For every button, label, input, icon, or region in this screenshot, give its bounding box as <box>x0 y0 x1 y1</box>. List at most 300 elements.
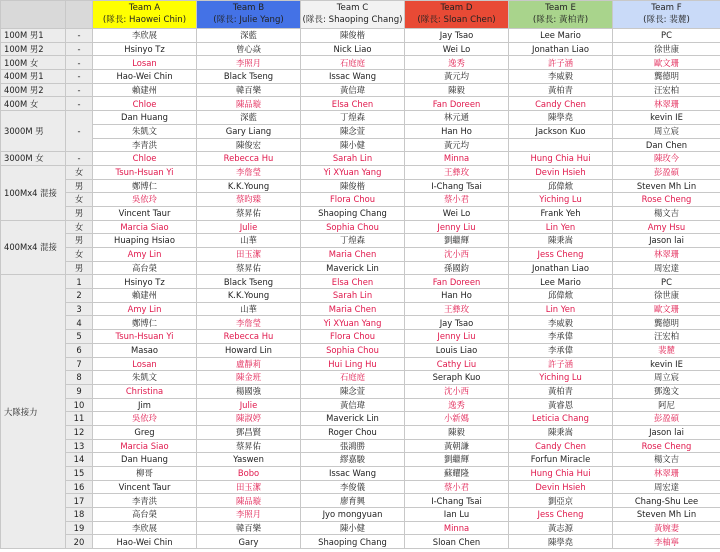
table-row <box>1 412 720 426</box>
runner-cell: kevin IE <box>613 357 720 371</box>
sub-label: - <box>66 97 93 111</box>
table-row <box>1 165 720 179</box>
runner-cell: Black Tseng <box>197 275 301 289</box>
runner-cell: 歐文珊 <box>613 56 720 70</box>
table-row <box>1 248 720 262</box>
runner-cell: 周宏達 <box>613 261 720 275</box>
runner-cell <box>509 138 613 152</box>
runner-cell: Fan Doreen <box>405 275 509 289</box>
runner-cell: Chang-Shu Lee <box>613 494 720 508</box>
table-row <box>1 206 720 220</box>
runner-cell: 高台榮 <box>93 508 197 522</box>
runner-cell: Seraph Kuo <box>405 371 509 385</box>
team-captain: (隊長: 裴麓) <box>643 14 690 25</box>
table-row <box>1 179 720 193</box>
runner-cell: Jackson Kuo <box>509 124 613 138</box>
table-row <box>1 83 720 97</box>
table-row <box>1 425 720 439</box>
runner-cell: Maria Chen <box>301 248 405 262</box>
runner-cell: Rose Cheng <box>613 193 720 207</box>
runner-cell: 陳品璇 <box>197 97 301 111</box>
runner-cell: Hui Ling Hu <box>301 357 405 371</box>
sub-label: 20 <box>66 535 93 549</box>
sub-label: 7 <box>66 357 93 371</box>
runner-cell: 黃朝謙 <box>405 439 509 453</box>
sub-label: 男 <box>66 261 93 275</box>
runner-cell: 田玉潔 <box>197 480 301 494</box>
event-label: 100Mx4 混接 <box>1 165 66 220</box>
runner-cell: 徐世康 <box>613 289 720 303</box>
table-row <box>1 521 720 535</box>
table-row <box>1 316 720 330</box>
sub-label: 女 <box>66 193 93 207</box>
runner-cell: Wei Lo <box>405 206 509 220</box>
team-e-header <box>509 1 613 29</box>
table-body <box>1 1 720 549</box>
runner-cell: Marcia Siao <box>93 220 197 234</box>
runner-cell: Amy Lin <box>93 248 197 262</box>
table-row <box>1 220 720 234</box>
runner-cell: K.K.Young <box>197 179 301 193</box>
table-row <box>1 275 720 289</box>
sub-label: - <box>66 70 93 84</box>
runner-cell: Amy Hsu <box>613 220 720 234</box>
runner-cell: 蔡昇佑 <box>197 261 301 275</box>
event-label: 400M 女 <box>1 97 66 111</box>
table-row <box>1 508 720 522</box>
runner-cell: 蘇耀隆 <box>405 467 509 481</box>
runner-cell: Sophia Chou <box>301 343 405 357</box>
event-label: 3000M 男 <box>1 111 66 152</box>
runner-cell: 林翠珊 <box>613 467 720 481</box>
runner-cell: 繆嘉駿 <box>301 453 405 467</box>
runner-cell: 黃婉妻 <box>613 521 720 535</box>
runner-cell: Jason lai <box>613 425 720 439</box>
runner-cell: Steven Mh Lin <box>613 179 720 193</box>
runner-cell: 蔡昇佑 <box>197 206 301 220</box>
runner-cell: 林翠珊 <box>613 97 720 111</box>
runner-cell: 周宏達 <box>613 480 720 494</box>
table-row <box>1 261 720 275</box>
runner-cell: 龔德明 <box>613 70 720 84</box>
runner-cell: Tsun-Hsuan Yi <box>93 165 197 179</box>
runner-cell: 許子涵 <box>509 357 613 371</box>
runner-cell: Roger Chou <box>301 425 405 439</box>
header-corner-event <box>1 1 66 29</box>
table-row <box>1 494 720 508</box>
runner-cell: Minna <box>405 152 509 166</box>
runner-cell: 李柚寧 <box>613 535 720 549</box>
runner-cell: Steven Mh Lin <box>613 508 720 522</box>
runner-cell: Tsun-Hsuan Yi <box>93 330 197 344</box>
runner-cell: 蔡小君 <box>405 193 509 207</box>
runner-cell: Sophia Chou <box>301 220 405 234</box>
runner-cell: Yiching Lu <box>509 371 613 385</box>
table-row <box>1 343 720 357</box>
table-row <box>1 330 720 344</box>
sub-label: 女 <box>66 165 93 179</box>
sub-label: 6 <box>66 343 93 357</box>
runner-cell: 龔德明 <box>613 316 720 330</box>
runner-cell: 孫國鈞 <box>405 261 509 275</box>
runner-cell: 韓百樂 <box>197 83 301 97</box>
runner-cell: 李青洪 <box>93 138 197 152</box>
table-row <box>1 384 720 398</box>
runner-cell: 林元通 <box>405 111 509 125</box>
runner-cell: Vincent Taur <box>93 206 197 220</box>
runner-cell: 歐文珊 <box>613 302 720 316</box>
runner-cell: Christina <box>93 384 197 398</box>
sub-label: - <box>66 42 93 56</box>
header-row <box>1 1 720 29</box>
runner-cell: Chloe <box>93 152 197 166</box>
runner-cell: PC <box>613 29 720 43</box>
runner-cell: Rebecca Hu <box>197 330 301 344</box>
runner-cell: 邱偉焮 <box>509 179 613 193</box>
runner-cell: 丁煌森 <box>301 234 405 248</box>
runner-cell: 吳依玲 <box>93 193 197 207</box>
runner-cell: Maverick Lin <box>301 412 405 426</box>
table-row <box>1 152 720 166</box>
runner-cell: Julie <box>197 220 301 234</box>
runner-cell: 彭盈碩 <box>613 165 720 179</box>
runner-cell: Sarah Lin <box>301 289 405 303</box>
runner-cell: Gary <box>197 535 301 549</box>
event-label: 3000M 女 <box>1 152 66 166</box>
table-row <box>1 371 720 385</box>
sub-label: 18 <box>66 508 93 522</box>
runner-cell: 張鴻勝 <box>301 439 405 453</box>
team-name: Team D <box>440 3 473 14</box>
runner-cell: Louis Liao <box>405 343 509 357</box>
sub-label: 12 <box>66 425 93 439</box>
runner-cell: 陳秉嵩 <box>509 234 613 248</box>
runner-cell: Issac Wang <box>301 70 405 84</box>
runner-cell: Sloan Chen <box>405 535 509 549</box>
runner-cell: 汪宏柏 <box>613 330 720 344</box>
runner-cell: 高台榮 <box>93 261 197 275</box>
sub-label: 男 <box>66 234 93 248</box>
table-row <box>1 357 720 371</box>
runner-cell: 蔡昇佑 <box>197 439 301 453</box>
runner-cell: 蔡小君 <box>405 480 509 494</box>
runner-cell: 逸秀 <box>405 398 509 412</box>
runner-cell: 黃信瑋 <box>301 83 405 97</box>
table-row <box>1 453 720 467</box>
runner-cell: Black Tseng <box>197 70 301 84</box>
runner-cell: 楊文吉 <box>613 453 720 467</box>
runner-cell: 盧靜莉 <box>197 357 301 371</box>
team-name: Team B <box>232 3 265 14</box>
runner-cell: 鄭博仁 <box>93 316 197 330</box>
table-row <box>1 480 720 494</box>
runner-cell: 曾心焱 <box>197 42 301 56</box>
runner-cell: Candy Chen <box>509 439 613 453</box>
team-captain: (隊長: Sloan Chen) <box>417 14 496 25</box>
runner-cell: Jenny Liu <box>405 220 509 234</box>
event-label: 100M 女 <box>1 56 66 70</box>
runner-cell: Chloe <box>93 97 197 111</box>
runner-cell: Leticia Chang <box>509 412 613 426</box>
runner-cell: 深藍 <box>197 111 301 125</box>
runner-cell: I-Chang Tsai <box>405 494 509 508</box>
runner-cell: Sarah Lin <box>301 152 405 166</box>
sub-label: 8 <box>66 371 93 385</box>
runner-cell: Lee Mario <box>509 275 613 289</box>
runner-cell: 陳小健 <box>301 521 405 535</box>
runner-cell: Han Ho <box>405 124 509 138</box>
table-row <box>1 56 720 70</box>
runner-cell: Vincent Taur <box>93 480 197 494</box>
sub-label: 男 <box>66 179 93 193</box>
runner-cell: 楊文吉 <box>613 206 720 220</box>
event-label: 400M 男2 <box>1 83 66 97</box>
sub-label: 4 <box>66 316 93 330</box>
header-corner-sub <box>66 1 93 29</box>
runner-cell: Jonathan Liao <box>509 42 613 56</box>
runner-cell: Jess Cheng <box>509 508 613 522</box>
runner-cell: 沈小西 <box>405 248 509 262</box>
runner-cell: Lee Mario <box>509 29 613 43</box>
runner-cell: Devin Hsieh <box>509 165 613 179</box>
runner-cell: 李欣展 <box>93 521 197 535</box>
sub-label: 女 <box>66 248 93 262</box>
runner-cell: 黃信瑋 <box>301 398 405 412</box>
sub-label: 16 <box>66 480 93 494</box>
table-row <box>1 193 720 207</box>
runner-cell: kevin IE <box>613 111 720 125</box>
sub-label: 1 <box>66 275 93 289</box>
runner-cell: 陳秉嵩 <box>509 425 613 439</box>
runner-cell: 小新媽 <box>405 412 509 426</box>
runner-cell: 徐世康 <box>613 42 720 56</box>
runner-cell: 黃志源 <box>509 521 613 535</box>
runner-cell: Issac Wang <box>301 467 405 481</box>
runner-cell: 柳哥 <box>93 467 197 481</box>
runner-cell: 李承偉 <box>509 330 613 344</box>
runner-cell: 吳依玲 <box>93 412 197 426</box>
runner-cell: Jay Tsao <box>405 316 509 330</box>
runner-cell: 李詹瑩 <box>197 316 301 330</box>
runner-cell: Forfun Miracle <box>509 453 613 467</box>
runner-cell: 朱凱文 <box>93 371 197 385</box>
runner-cell: 汪宏柏 <box>613 83 720 97</box>
runner-cell: 深藍 <box>197 29 301 43</box>
runner-cell: Lin Yen <box>509 220 613 234</box>
runner-cell: Wei Lo <box>405 42 509 56</box>
runner-cell: 石庭庭 <box>301 56 405 70</box>
runner-cell: Nick Liao <box>301 42 405 56</box>
runner-cell: Julie <box>197 398 301 412</box>
runner-cell: 朱凱文 <box>93 124 197 138</box>
table-row <box>1 111 720 125</box>
event-label: 400M 男1 <box>1 70 66 84</box>
runner-cell: Han Ho <box>405 289 509 303</box>
runner-cell: 楊國強 <box>197 384 301 398</box>
sub-label: - <box>66 56 93 70</box>
runner-cell: Shaoping Chang <box>301 535 405 549</box>
runner-cell: 賴建州 <box>93 289 197 303</box>
runner-cell: Flora Chou <box>301 330 405 344</box>
runner-cell: Rebecca Hu <box>197 152 301 166</box>
runner-cell: Minna <box>405 521 509 535</box>
runner-cell: Masao <box>93 343 197 357</box>
runner-cell: Rose Cheng <box>613 439 720 453</box>
runner-cell: 許子涵 <box>509 56 613 70</box>
table-row <box>1 398 720 412</box>
runner-cell: 劉繼輝 <box>405 453 509 467</box>
runner-cell: Hsinyo Tz <box>93 275 197 289</box>
sub-label: 13 <box>66 439 93 453</box>
runner-cell: 山華 <box>197 302 301 316</box>
runner-cell: Huaping Hsiao <box>93 234 197 248</box>
runner-cell: Yaswen <box>197 453 301 467</box>
runner-cell: 李承偉 <box>509 343 613 357</box>
sub-label: 19 <box>66 521 93 535</box>
runner-cell: Jyo mongyuan <box>301 508 405 522</box>
table-row <box>1 42 720 56</box>
runner-cell: Maria Chen <box>301 302 405 316</box>
runner-cell: Candy Chen <box>509 97 613 111</box>
runner-cell: 周立宸 <box>613 371 720 385</box>
runner-cell: 陳毅 <box>405 425 509 439</box>
sub-label: 3 <box>66 302 93 316</box>
runner-cell: 黃睿恩 <box>509 398 613 412</box>
runner-cell: 蔡昀臻 <box>197 193 301 207</box>
runner-cell: I-Chang Tsai <box>405 179 509 193</box>
runner-cell: 阿尼 <box>613 398 720 412</box>
runner-cell: Jess Cheng <box>509 248 613 262</box>
event-label: 400Mx4 混接 <box>1 220 66 275</box>
runner-cell: Yiching Lu <box>509 193 613 207</box>
runner-cell: 彭盈碩 <box>613 412 720 426</box>
runner-cell: 黃元均 <box>405 138 509 152</box>
runner-cell: Jason lai <box>613 234 720 248</box>
sub-label: 17 <box>66 494 93 508</box>
runner-cell: Jay Tsao <box>405 29 509 43</box>
runner-cell: 陳念萱 <box>301 124 405 138</box>
runner-cell: 陳玫今 <box>613 152 720 166</box>
runner-cell: 陳學堯 <box>509 535 613 549</box>
team-name: Team F <box>651 3 682 14</box>
team-captain: (隊長: Shaoping Chang) <box>302 14 403 25</box>
runner-cell: PC <box>613 275 720 289</box>
runner-cell: 李威毅 <box>509 70 613 84</box>
runner-cell: Frank Yeh <box>509 206 613 220</box>
runner-cell: 廖育興 <box>301 494 405 508</box>
sub-label: - <box>66 29 93 43</box>
runner-cell: 劉繼輝 <box>405 234 509 248</box>
team-b-header <box>197 1 301 29</box>
runner-cell: 鄭博仁 <box>93 179 197 193</box>
runner-cell: Maverick Lin <box>301 261 405 275</box>
runner-cell: Flora Chou <box>301 193 405 207</box>
runner-cell: 王彝玫 <box>405 302 509 316</box>
runner-cell: 鄧昌賢 <box>197 425 301 439</box>
team-name: Team E <box>545 3 576 14</box>
table-row <box>1 124 720 138</box>
runner-cell: Yi XYuan Yang <box>301 316 405 330</box>
runner-cell: 陳品璇 <box>197 494 301 508</box>
runner-cell: 陳學堯 <box>509 111 613 125</box>
runner-cell: Jim <box>93 398 197 412</box>
runner-cell: Hung Chia Hui <box>509 467 613 481</box>
runner-cell: Howard Lin <box>197 343 301 357</box>
runner-cell: 黃元均 <box>405 70 509 84</box>
runner-cell: Hao-Wei Chin <box>93 70 197 84</box>
table-row <box>1 467 720 481</box>
sub-label: 女 <box>66 220 93 234</box>
runner-cell: Bobo <box>197 467 301 481</box>
runner-cell: Marcia Siao <box>93 439 197 453</box>
sub-label: 男 <box>66 206 93 220</box>
runner-cell: 山華 <box>197 234 301 248</box>
runner-cell: 黃柏青 <box>509 384 613 398</box>
runner-cell: 沈小西 <box>405 384 509 398</box>
runner-cell: Gary Liang <box>197 124 301 138</box>
runner-cell: Hsinyo Tz <box>93 42 197 56</box>
runner-cell: 韓百樂 <box>197 521 301 535</box>
team-name: Team A <box>128 3 161 14</box>
sub-label: - <box>66 152 93 166</box>
runner-cell: Dan Huang <box>93 111 197 125</box>
runner-cell: 李詹瑩 <box>197 165 301 179</box>
sub-label: 5 <box>66 330 93 344</box>
runner-cell: Amy Lin <box>93 302 197 316</box>
sub-label: 15 <box>66 467 93 481</box>
runner-cell: 李青洪 <box>93 494 197 508</box>
table-row <box>1 302 720 316</box>
runner-cell: 李照月 <box>197 56 301 70</box>
table-row <box>1 29 720 43</box>
runner-cell: 陳俊楷 <box>301 29 405 43</box>
runner-cell: 李欣展 <box>93 29 197 43</box>
runner-cell: 丁煌森 <box>301 111 405 125</box>
runner-cell: 陳淑婷 <box>197 412 301 426</box>
table-row <box>1 234 720 248</box>
runner-cell: K.K.Young <box>197 289 301 303</box>
team-a-header <box>93 1 197 29</box>
runner-cell: 田玉潔 <box>197 248 301 262</box>
sub-label: - <box>66 111 93 152</box>
event-label: 100M 男2 <box>1 42 66 56</box>
runner-cell: 石庭庭 <box>301 371 405 385</box>
runner-cell: 鄧逸文 <box>613 384 720 398</box>
runner-cell: 陳小健 <box>301 138 405 152</box>
runner-cell: Yi XYuan Yang <box>301 165 405 179</box>
runner-cell: 王彝玫 <box>405 165 509 179</box>
sub-label: 10 <box>66 398 93 412</box>
team-name: Team C <box>336 3 369 14</box>
sub-label: 2 <box>66 289 93 303</box>
table-row <box>1 535 720 549</box>
runner-cell: Elsa Chen <box>301 275 405 289</box>
runner-cell: Lin Yen <box>509 302 613 316</box>
event-label: 100M 男1 <box>1 29 66 43</box>
runner-cell: Losan <box>93 56 197 70</box>
runner-cell: Jenny Liu <box>405 330 509 344</box>
runner-cell: Ian Lu <box>405 508 509 522</box>
runner-cell: 陳毅 <box>405 83 509 97</box>
runner-cell: 裴麓 <box>613 343 720 357</box>
runner-cell: 周立宸 <box>613 124 720 138</box>
table-row <box>1 138 720 152</box>
sub-label: 11 <box>66 412 93 426</box>
runner-cell: Jonathan Liao <box>509 261 613 275</box>
runner-cell: 劉亞京 <box>509 494 613 508</box>
team-d-header <box>405 1 509 29</box>
runner-cell: Elsa Chen <box>301 97 405 111</box>
